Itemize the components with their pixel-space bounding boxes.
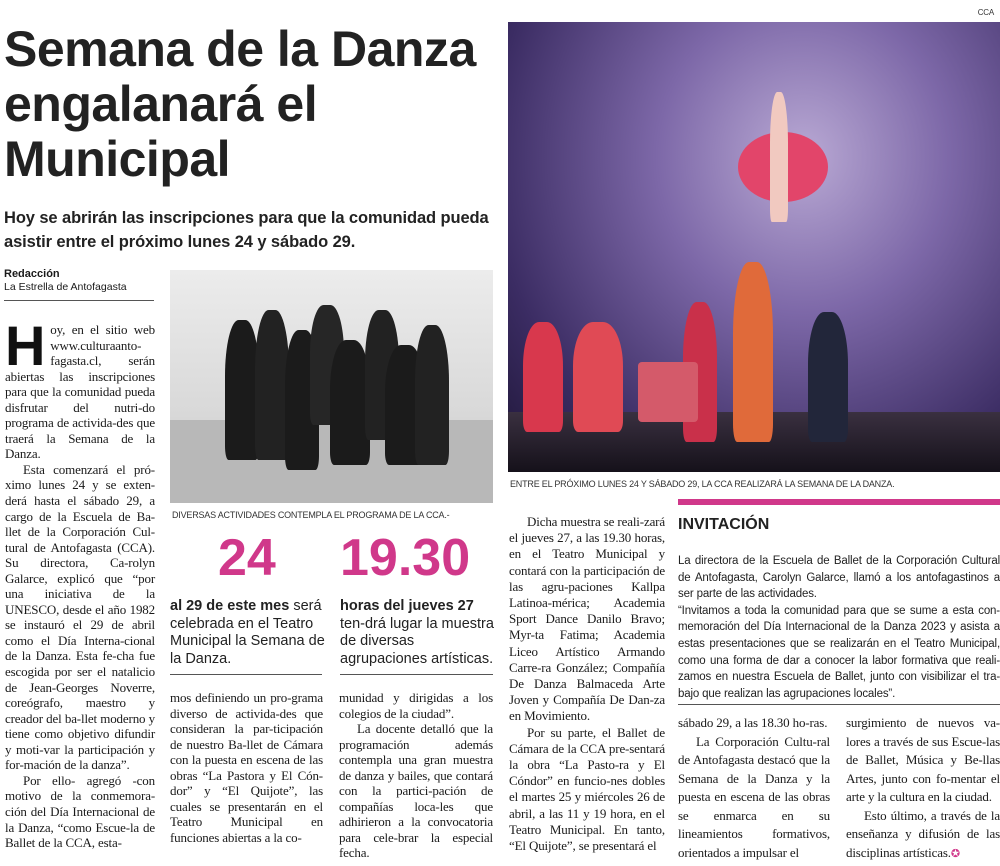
dancers-group-photo <box>170 270 493 503</box>
dropcap: H <box>5 314 46 377</box>
paragraph: Por su parte, el Ballet de Cámara de la CCA pre-sentará la obra “La Pasto-ra y El Cóndor” en funcio-nes dobles el martes 25 y miércoles 26 de abril, a las 11 y 19 hora, en el Teatro Municipal. En tanto, “El Quijote”, se presentará el <box>509 724 665 854</box>
divider <box>4 300 154 301</box>
paragraph: La directora de la Escuela de Ballet de la Corporación Cultural de Antofagasta, Carolyn Galarce, llamó a los antofagastinos a ser parte de las actividades. <box>678 555 1000 601</box>
highlight-number: 19.30 <box>340 529 471 587</box>
ballet-stage-photo <box>508 22 1000 472</box>
paragraph: Por ello- agregó -con motivo de la conmemora-ción del Día Internacional de la Danza, “como Escue-la de Ballet de la CCA, esta- <box>5 772 155 851</box>
byline <box>4 268 127 294</box>
divider <box>678 704 1000 705</box>
paragraph: Dicha muestra se reali-zará el jueves 27, a las 19.30 horas, en el Teatro Municipal y contará con la participación de las agru-paciones Kallpa Latinoa-mérica; Academia Sport Dance Danilo Bravo; Myr-ta Fatima; Academia Liceo Artístico Armando Carre-ra González; Compañía De Danza Balmaceda Arte Joven y Compañía De Dan-za en Movimiento. <box>509 514 665 724</box>
paragraph: sábado 29, a las 18.30 ho-ras. <box>678 715 828 730</box>
photo-credit: CCA <box>977 8 994 17</box>
invitation-title: INVITACIÓN <box>678 516 770 533</box>
column-4 <box>509 514 665 854</box>
headline: Semana de la Danza engalanará el Municipal <box>4 21 476 187</box>
column-2 <box>170 690 323 845</box>
invitation-box <box>678 553 1000 702</box>
photo-caption: DIVERSAS ACTIVIDADES CONTEMPLA EL PROGRAMA DE LA CCA.- <box>172 510 450 520</box>
byline-author: Redacción <box>4 268 60 280</box>
paragraph: munidad y dirigidas a los colegios de la ciudad”. <box>339 690 493 721</box>
column-1 <box>5 314 155 851</box>
paragraph: “Invitamos a toda la comunidad para que se sume a esta con-memoración del Día Internacional de la Danza 2023 y asista a estas presentaciones que se realizarán en el Teatro Municipal, como una forma de dar a conocer la labor formativa que reali-zamos en nuestra Escuela de Ballet, junto con visibilizar el tra-bajo que realizan las agrupaciones locales”. <box>678 604 1000 700</box>
column-6 <box>846 714 1000 863</box>
deck-subtitle: Hoy se abrirán las inscripciones para que la comunidad pueda asistir entre el próximo lunes 24 y sábado 29. <box>4 209 489 251</box>
divider <box>170 674 322 675</box>
paragraph: La Corporación Cultu-ral de Antofagasta destacó que la Semana de la Danza y la puesta en escena de las obras se enmarca en su lineamientos formativos, orientados a impulsar el <box>678 733 830 860</box>
accent-bar <box>678 499 1000 505</box>
highlight-text: al 29 de este mes será celebrada en el Teatro Municipal la Semana de la Danza. <box>170 598 325 667</box>
byline-outlet: La Estrella de Antofagasta <box>4 281 127 293</box>
highlight-number: 24 <box>218 529 276 587</box>
paragraph: mos definiendo un pro-grama diverso de activida-des que consideran la par-ticipación de nuestro Ba-llet de Cámara con la puesta en escena de las obras “La Pastora y El Cón-dor” y “El Quijote”, las cuales se presentarán en el Teatro Municipal en funciones abiertas a la co- <box>170 690 323 845</box>
paragraph: Esta comenzará el pró-ximo lunes 24 y se exten-derá hasta el sábado 29, a cargo de la Escuela de Ba-llet de la Corporación Cul-tural de Antofagasta (CCA). Su directora, Ca-rolyn Galarce, explicó que “por una iniciativa de la UNESCO, desde el año 1982 se instauró el 29 de abril como el Día Interna-cional de la Danza. Esta fe-cha fue escogida por ser el natalicio de Jean-Georges Noverre, coreógrafo, maestro y creador del ba-llet moderno y tiene como objetivo difundir y moti-var la participación y for-mación de la danza”. <box>5 461 155 773</box>
photo-caption: ENTRE EL PRÓXIMO LUNES 24 Y SÁBADO 29, LA CCA REALIZARÁ LA SEMANA DE LA DANZA. <box>510 479 895 489</box>
paragraph: Hoy, en el sitio web www.culturaanto-fagasta.cl, serán abiertas las inscripciones para que la comunidad pueda disfrutar del nutri-do programa de activida-des que traerá la Semana de la Danza. <box>5 314 155 462</box>
highlight-text: horas del jueves 27 ten-drá lugar la muestra de diversas agrupaciones artísticas. <box>340 598 494 667</box>
column-5 <box>678 714 830 862</box>
paragraph: surgimiento de nuevos va-lores a través de sus Escue-las de Ballet, Música y Be-llas Artes, junto con fo-mentar el arte y la cultura en la ciudad. <box>846 715 1000 804</box>
divider <box>340 674 493 675</box>
end-mark-icon: ✪ <box>950 847 960 860</box>
paragraph: La docente detalló que la programación además contempla una gran muestra de danza y bailes, que contará con la partici-pación de compañías loca-les que adhirieron a la convocatoria para cele-brar la especial fecha. <box>339 721 493 861</box>
column-3 <box>339 690 493 861</box>
paragraph: Esto último, a través de la enseñanza y difusión de las disciplinas artísticas.✪ <box>846 807 1000 860</box>
